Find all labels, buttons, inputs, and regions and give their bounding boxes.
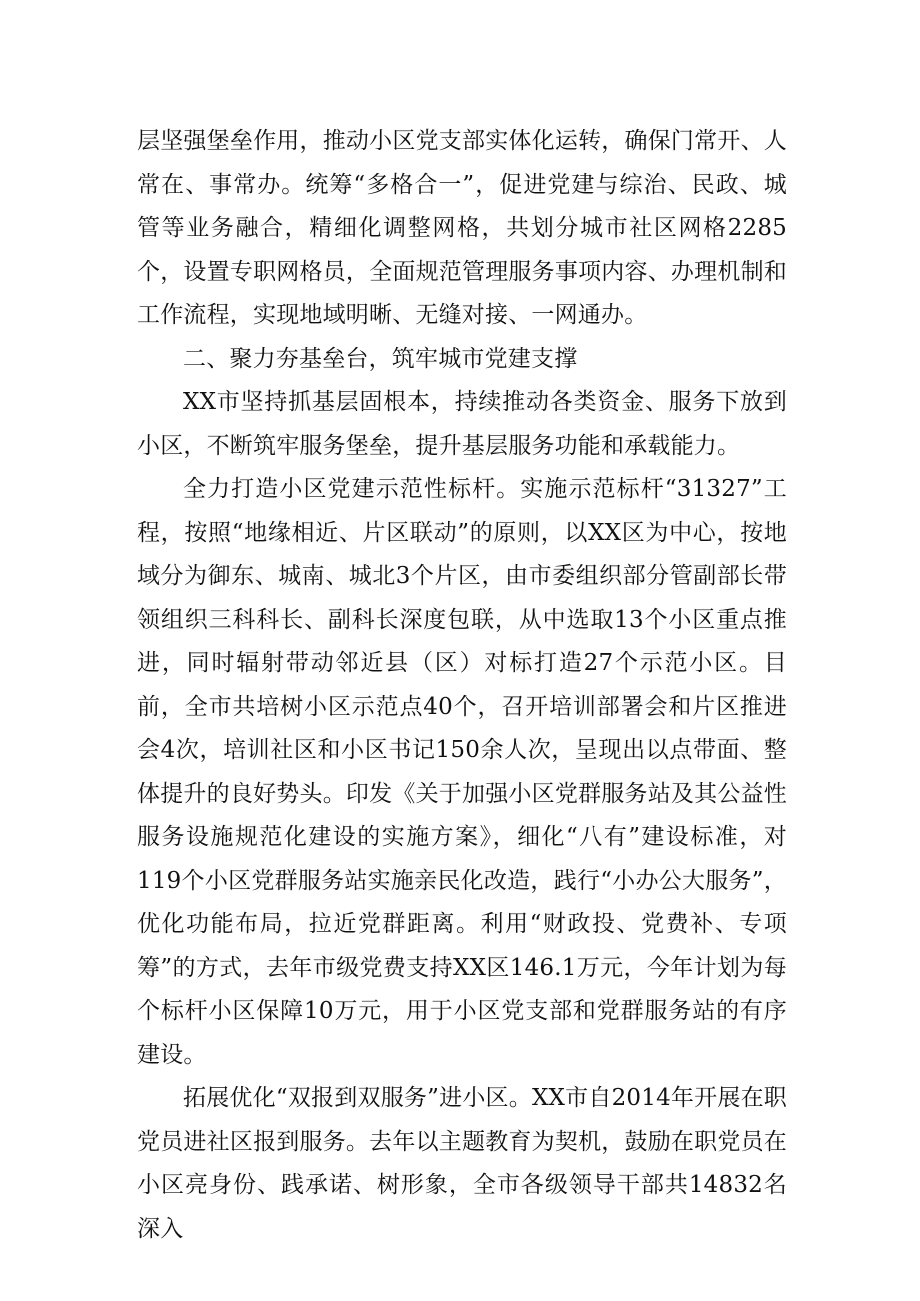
paragraph-demonstration-benchmark: 全力打造小区党建示范性标杆。实施示范标杆“31327”工程，按照“地缘相近、片区联动”的原则，以XX区为中心，按地域分为御东、城南、城北3个片区，由市委组织部分管副部长带领组织三科科长、副科长深度包联，从中选取13个小区重点推进，同时辐射带动邻近县（区）对标打造27个示范小区。目前，全市共培树小区示范点40个，召开培训部署会和片区推进会4次，培训社区和小区书记150余人次，呈现出以点带面、整体提升的良好势头。印发《关于加强小区党群服务站及其公益性服务设施规范化建设的实施方案》，细化“八有”建设标准，对119个小区党群服务站实施亲民化改造，践行“小办公大服务”，优化功能布局，拉近党群距离。利用“财政投、党费补、专项筹”的方式，去年市级党费支持XX区146.1万元，今年计划为每个标杆小区保障10万元，用于小区党支部和党群服务站的有序建设。 <box>137 476 787 1068</box>
paragraph-section-intro: XX市坚持抓基层固根本，持续推动各类资金、服务下放到小区，不断筑牢服务堡垒，提升基层服务功能和承载能力。 <box>137 389 787 459</box>
section-heading-2: 二、聚力夯基垒台，筑牢城市党建支撑 <box>183 345 578 372</box>
document-body <box>137 120 787 1251</box>
paragraph-grid-management: 层坚强堡垒作用，推动小区党支部实体化运转，确保门常开、人常在、事常办。统筹“多格合一”，促进党建与综治、民政、城管等业务融合，精细化调整网格，共划分城市社区网格2285个，设置专职网格员，全面规范管理服务事项内容、办理机制和工作流程，实现地域明晰、无缝对接、一网通办。 <box>137 128 787 328</box>
paragraph-dual-reporting: 拓展优化“双报到双服务”进小区。XX市自2014年开展在职党员进社区报到服务。去年以主题教育为契机，鼓励在职党员在小区亮身份、践承诺、树形象，全市各级领导干部共14832名深入 <box>137 1085 787 1242</box>
